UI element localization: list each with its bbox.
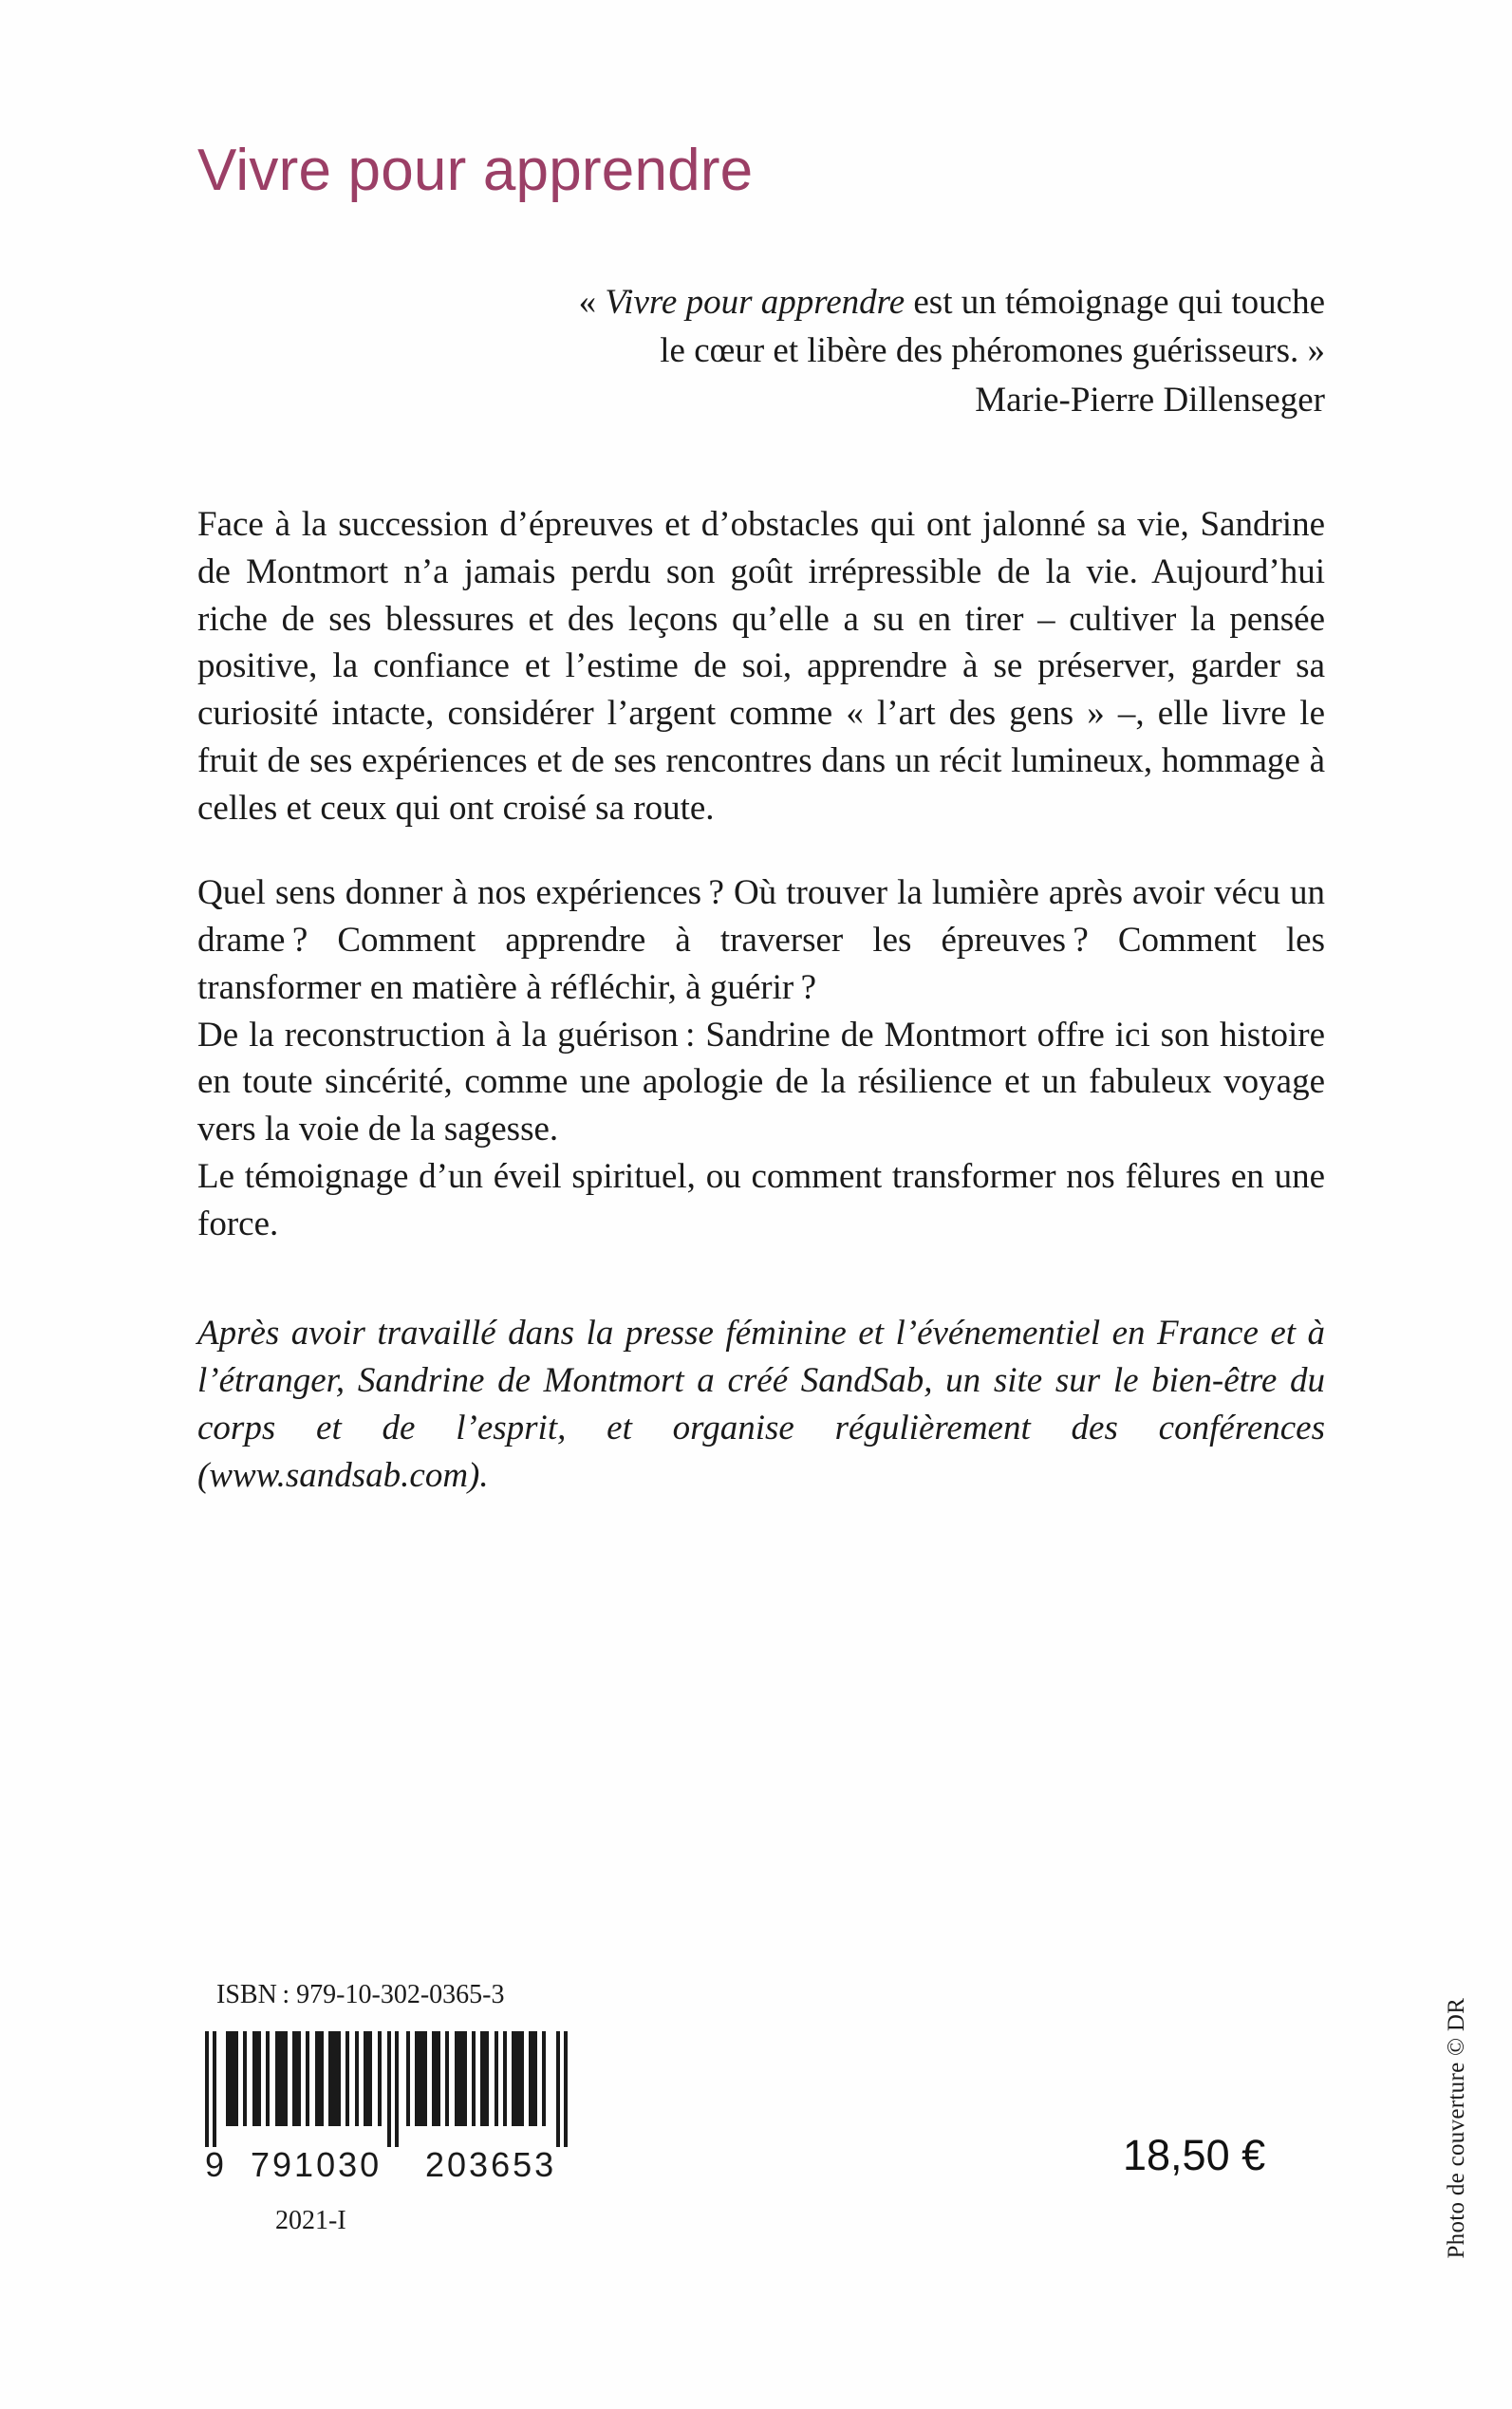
page-title: Vivre pour apprendre xyxy=(197,138,754,203)
pull-quote-attribution: Marie-Pierre Dillenseger xyxy=(975,381,1325,420)
print-run-code: 2021-I xyxy=(275,2206,346,2235)
barcode-digits-right-group: 203653 xyxy=(425,2145,557,2184)
barcode-bars xyxy=(205,2031,594,2147)
quote-line1-rest: est un témoignage qui touche xyxy=(905,283,1325,322)
barcode-digit-prefix: 9 xyxy=(205,2145,225,2184)
paragraph-spacer xyxy=(197,1285,1325,1310)
pull-quote xyxy=(197,279,1325,425)
blurb-paragraph-1: Face à la succession d’épreuves et d’obstacles qui ont jalonné sa vie, Sandrine de Montmort n’a jamais perdu son goût irrépressible de la vie. Aujourd’hui riche de ses blessures et des leçons qu’elle a su en tirer – cultiver la pensée positive, la confiance et l’estime de soi, apprendre à se préserver, garder sa curiosité intacte, considérer l’argent comme « l’art des gens » –, elle livre le fruit de ses expériences et de ses rencontres dans un récit lumineux, hommage à celles et ceux qui ont croisé sa route. xyxy=(197,505,1325,828)
blurb-paragraph-2: Quel sens donner à nos expériences ? Où trouver la lumière après avoir vécu un drame ? Comment apprendre à traverser les épreuves ? Comment les transformer en matière à réfléchir, à guérir ? xyxy=(197,873,1325,1007)
blurb-paragraph-4: Le témoignage d’un éveil spirituel, ou comment transformer nos fêlures en une force. xyxy=(197,1156,1325,1243)
quote-open-guillemet: « xyxy=(578,283,606,322)
isbn-text: ISBN : 979-10-302-0365-3 xyxy=(216,1980,505,2009)
blurb-paragraph-3: De la reconstruction à la guérison : Sandrine de Montmort offre ici son histoire en toute sincérité, comme une apologie de la résilience et un fabuleux voyage vers la voie de la sagesse. xyxy=(197,1015,1325,1148)
author-bio-paragraph: Après avoir travaillé dans la presse féminine et l’événementiel en France et à l’étranger, Sandrine de Montmort a créé SandSab, un site sur le bien-être du corps et de l’esprit, et organise régulièrement des conférences (www.sandsab.com). xyxy=(197,1314,1325,1495)
pull-quote-line-1 xyxy=(197,279,1325,327)
photo-credit-vertical: Photo de couverture © DR xyxy=(1444,1997,1469,2259)
barcode-digits-left-group: 791030 xyxy=(251,2145,383,2184)
quote-title-italic: Vivre pour apprendre xyxy=(605,283,905,322)
blurb-body xyxy=(197,501,1325,1537)
barcode xyxy=(205,2031,594,2187)
barcode-digits xyxy=(205,2145,594,2187)
price-label: 18,50 € xyxy=(1123,2131,1266,2179)
pull-quote-line-2: le cœur et libère des phéromones guérisseurs. » xyxy=(660,330,1325,370)
